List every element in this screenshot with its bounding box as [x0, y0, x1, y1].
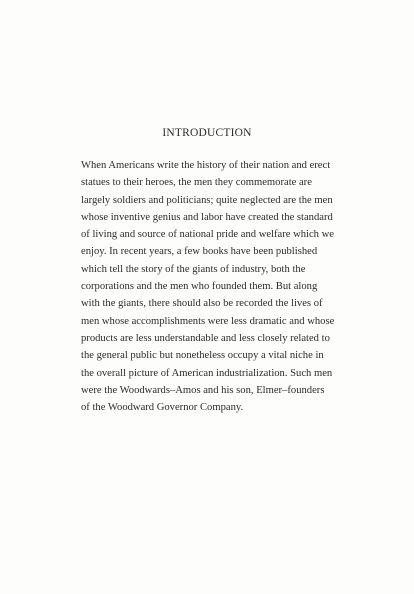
paragraph-line: of the Woodward Governor Company.: [81, 402, 244, 414]
paragraph-line: with the giants, there should also be recorded the lives of: [81, 298, 323, 310]
paragraph-line: products are less understandable and less closely related to: [81, 332, 330, 344]
paragraph-line: of living and source of national pride and welfare which we: [81, 229, 334, 241]
paragraph-line: enjoy. In recent years, a few books have been published: [81, 246, 318, 258]
paragraph-line: the overall picture of American industrialization. Such men: [81, 367, 333, 379]
paragraph-line: were the Woodwards–Amos and his son, Elmer–founders: [81, 384, 325, 396]
paragraph-line: When Americans write the history of their nation and erect: [81, 160, 331, 171]
paragraph-line: largely soldiers and politicians; quite neglected are the men: [81, 194, 333, 206]
paragraph-line: men whose accomplishments were less dramatic and whose: [81, 315, 335, 327]
paragraph-line: which tell the story of the giants of industry, both the: [81, 263, 306, 275]
page-heading: INTRODUCTION: [162, 127, 252, 139]
paragraph-line: whose inventive genius and labor have created the standard: [81, 211, 333, 223]
paragraph-line: corporations and the men who founded them. But along: [81, 281, 318, 293]
introduction-paragraph: [81, 157, 341, 416]
paragraph-line: the general public but nonetheless occupy a vital niche in: [81, 350, 324, 362]
paragraph-line: statues to their heroes, the men they commemorate are: [81, 177, 312, 189]
